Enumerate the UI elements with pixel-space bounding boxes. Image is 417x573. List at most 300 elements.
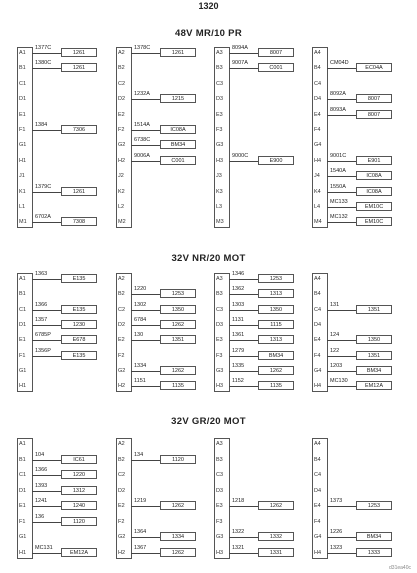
wire-line <box>327 115 356 116</box>
destination-box: BM34 <box>258 351 294 360</box>
destination-box: 1262 <box>160 366 196 375</box>
connector-row <box>17 47 109 59</box>
connector-row <box>17 62 109 74</box>
destination-box: E135 <box>61 274 97 283</box>
wire-number: 1334 <box>134 363 147 369</box>
pin-label: K4 <box>314 189 321 195</box>
pin-label: D1 <box>19 322 27 328</box>
connector-row <box>116 380 208 392</box>
connector-row <box>312 438 404 450</box>
connector-row <box>214 454 306 466</box>
pin-label: L1 <box>19 204 26 210</box>
pin-label: J1 <box>19 173 25 179</box>
wire-line <box>32 279 61 280</box>
wire-line <box>131 53 160 54</box>
wire-line <box>32 491 61 492</box>
destination-box: 1120 <box>160 455 196 464</box>
connector-row <box>116 155 208 167</box>
connector-row <box>17 201 109 213</box>
connector-row <box>312 531 404 543</box>
connector-row <box>116 531 208 543</box>
connector-row <box>116 62 208 74</box>
destination-box: 1253 <box>160 289 196 298</box>
pin-label: D1 <box>19 488 27 494</box>
pin-label: H1 <box>19 550 27 556</box>
wire-line <box>32 53 61 54</box>
connector-row <box>214 170 306 182</box>
destination-box: IC61 <box>61 455 97 464</box>
pin-label: B2 <box>118 457 125 463</box>
wire-line <box>327 99 356 100</box>
wire-number: 1550A <box>330 184 346 190</box>
wire-number: MC132 <box>330 214 348 220</box>
connector-row <box>17 334 109 346</box>
pin-label: C2 <box>118 307 126 313</box>
destination-box: EM12A <box>61 548 97 557</box>
connector-row <box>17 93 109 105</box>
pin-label: F4 <box>314 353 321 359</box>
connector-row <box>116 516 208 528</box>
destination-box: 7308 <box>61 217 97 226</box>
wire-line <box>327 356 356 357</box>
pin-label: A4 <box>314 50 321 56</box>
pin-label: B2 <box>118 291 125 297</box>
destination-box: 1261 <box>160 48 196 57</box>
connector-row <box>214 216 306 228</box>
pin-label: F1 <box>19 127 26 133</box>
destination-box: EC04A <box>356 63 392 72</box>
connector-row <box>214 469 306 481</box>
wire-number: 1373 <box>330 498 343 504</box>
connector-row <box>116 304 208 316</box>
wire-number: 1378C <box>134 45 151 51</box>
pin-label: F3 <box>216 353 223 359</box>
wire-line <box>327 207 356 208</box>
destination-box: EM12A <box>356 381 392 390</box>
connector-row <box>214 93 306 105</box>
pin-label: G4 <box>314 368 322 374</box>
connector-row <box>17 485 109 497</box>
connector-row <box>17 155 109 167</box>
pin-label: F4 <box>314 127 321 133</box>
connector-row <box>17 350 109 362</box>
wire-line <box>32 506 61 507</box>
connector-row <box>214 304 306 316</box>
pin-label: G1 <box>19 368 27 374</box>
connector-row <box>17 319 109 331</box>
wire-number: 1219 <box>134 498 147 504</box>
destination-box: EM10C <box>356 202 392 211</box>
pin-label: C1 <box>19 307 27 313</box>
connector-row <box>312 454 404 466</box>
connector-row <box>214 365 306 377</box>
wire-line <box>131 145 160 146</box>
pin-label: H2 <box>118 383 126 389</box>
wire-line <box>229 340 258 341</box>
pin-label: M1 <box>19 219 27 225</box>
destination-box: 1332 <box>258 532 294 541</box>
connector-row <box>312 380 404 392</box>
wire-number: 1279 <box>232 348 245 354</box>
destination-box: 1262 <box>258 366 294 375</box>
document-code: d31ea40c <box>389 565 411 571</box>
wire-line <box>327 386 356 387</box>
destination-box: C001 <box>258 63 294 72</box>
connector-row <box>312 500 404 512</box>
connector-row <box>17 288 109 300</box>
pin-label: F2 <box>118 127 125 133</box>
destination-box: C001 <box>160 156 196 165</box>
connector-row <box>17 170 109 182</box>
destination-box: 1312 <box>61 486 97 495</box>
destination-box: 7306 <box>61 125 97 134</box>
connector-row <box>214 380 306 392</box>
wire-number: 1377C <box>35 45 52 51</box>
connector-row <box>312 93 404 105</box>
connector-row <box>17 216 109 228</box>
wire-line <box>32 522 61 523</box>
pin-label: F1 <box>19 519 26 525</box>
pin-label: F4 <box>314 519 321 525</box>
wire-line <box>32 325 61 326</box>
pin-label: F2 <box>118 519 125 525</box>
connector-row <box>312 109 404 121</box>
wire-number: 1220 <box>134 286 147 292</box>
pin-label: G3 <box>216 142 224 148</box>
wire-line <box>32 310 61 311</box>
connector-row <box>214 78 306 90</box>
wire-line <box>131 460 160 461</box>
connector-row <box>312 186 404 198</box>
connector-row <box>214 155 306 167</box>
pin-label: H4 <box>314 158 322 164</box>
connector-row <box>312 273 404 285</box>
wire-number: 1346 <box>232 271 245 277</box>
pin-label: D2 <box>118 322 126 328</box>
wire-number: 1363 <box>35 271 48 277</box>
connector-row <box>116 469 208 481</box>
wire-number: 1379C <box>35 184 52 190</box>
wire-number: 1380C <box>35 60 52 66</box>
connector-row <box>214 516 306 528</box>
wire-line <box>229 53 258 54</box>
destination-box: 1220 <box>61 470 97 479</box>
wire-line <box>229 279 258 280</box>
connector-row <box>116 288 208 300</box>
connector-row <box>17 500 109 512</box>
destination-box: 1331 <box>258 548 294 557</box>
destination-box: 1240 <box>61 501 97 510</box>
wire-number: 1302 <box>134 302 147 308</box>
pin-label: E4 <box>314 503 321 509</box>
pin-label: C2 <box>118 472 126 478</box>
wire-number: MC131 <box>35 545 53 551</box>
pin-label: H4 <box>314 550 322 556</box>
wire-number: 1131 <box>232 317 244 323</box>
connector-row <box>17 365 109 377</box>
pin-label: D2 <box>118 96 126 102</box>
pin-label: C1 <box>19 81 27 87</box>
wire-number: 9006A <box>134 153 150 159</box>
connector-row <box>17 380 109 392</box>
pin-label: D2 <box>118 488 126 494</box>
destination-box: IC08A <box>356 187 392 196</box>
wire-number: 1241 <box>35 498 48 504</box>
wire-line <box>327 537 356 538</box>
connector-row <box>312 216 404 228</box>
pin-label: E3 <box>216 112 223 118</box>
connector-row <box>214 438 306 450</box>
wire-number: 1323 <box>330 545 343 551</box>
connector-row <box>312 47 404 59</box>
pin-label: H2 <box>118 550 126 556</box>
pin-label: B3 <box>216 291 223 297</box>
pin-label: K2 <box>118 189 125 195</box>
connector-row <box>17 438 109 450</box>
wire-number: 1226 <box>330 529 343 535</box>
wire-line <box>131 161 160 162</box>
wire-line <box>327 192 356 193</box>
wire-line <box>131 386 160 387</box>
pin-label: B3 <box>216 65 223 71</box>
pin-label: G4 <box>314 534 322 540</box>
pin-label: B1 <box>19 65 26 71</box>
wire-line <box>131 553 160 554</box>
pin-label: K3 <box>216 189 223 195</box>
connector-row <box>116 139 208 151</box>
section-title: 32V GR/20 MOT <box>171 416 246 427</box>
connector-row <box>116 78 208 90</box>
wire-line <box>131 371 160 372</box>
wire-number: CM04D <box>330 60 349 66</box>
destination-box: 1350 <box>160 305 196 314</box>
destination-box: E900 <box>258 156 294 165</box>
wire-number: 1366 <box>35 302 48 308</box>
destination-box: 1262 <box>160 548 196 557</box>
pin-label: B4 <box>314 65 321 71</box>
wire-line <box>229 371 258 372</box>
pin-label: C4 <box>314 472 322 478</box>
pin-label: B4 <box>314 457 321 463</box>
wire-number: 1540A <box>330 168 346 174</box>
pin-label: L3 <box>216 204 223 210</box>
wire-line <box>229 161 258 162</box>
wire-line <box>131 537 160 538</box>
connector-row <box>312 485 404 497</box>
pin-label: E2 <box>118 337 125 343</box>
pin-label: A3 <box>216 50 223 56</box>
pin-label: C3 <box>216 472 224 478</box>
section-title: 48V MR/10 PR <box>175 28 242 39</box>
pin-label: D4 <box>314 96 322 102</box>
pin-label: M2 <box>118 219 126 225</box>
wire-number: 1393 <box>35 483 48 489</box>
pin-label: G1 <box>19 534 27 540</box>
destination-box: EM10C <box>356 217 392 226</box>
pin-label: F3 <box>216 127 223 133</box>
wire-line <box>32 130 61 131</box>
pin-label: A3 <box>216 441 223 447</box>
destination-box: E901 <box>356 156 392 165</box>
connector-row <box>214 186 306 198</box>
wire-line <box>32 475 61 476</box>
destination-box: 1313 <box>258 289 294 298</box>
wire-number: 1367 <box>134 545 147 551</box>
pin-label: G3 <box>216 534 224 540</box>
pin-label: G4 <box>314 142 322 148</box>
pin-label: E1 <box>19 337 26 343</box>
wire-line <box>229 356 258 357</box>
pin-label: F2 <box>118 353 125 359</box>
pin-label: G1 <box>19 142 27 148</box>
connector-row <box>312 139 404 151</box>
wire-number: 131 <box>330 302 340 308</box>
pin-label: L4 <box>314 204 321 210</box>
pin-label: E1 <box>19 503 26 509</box>
pin-label: J2 <box>118 173 124 179</box>
wire-number: 6702A <box>35 214 51 220</box>
connector-row <box>312 319 404 331</box>
pin-label: G2 <box>118 534 126 540</box>
page-title: 1320 <box>198 1 219 11</box>
wire-number: MC130 <box>330 378 348 384</box>
connector-row <box>116 319 208 331</box>
wire-number: 1203 <box>330 363 343 369</box>
connector-row <box>312 62 404 74</box>
wire-line <box>229 325 258 326</box>
wire-line <box>229 310 258 311</box>
destination-box: 8007 <box>258 48 294 57</box>
pin-label: B2 <box>118 65 125 71</box>
pin-label: H4 <box>314 383 322 389</box>
connector-row <box>116 186 208 198</box>
connector-row <box>116 201 208 213</box>
connector-row <box>17 469 109 481</box>
connector-row <box>116 47 208 59</box>
wire-number: 1218 <box>232 498 245 504</box>
connector-row <box>116 365 208 377</box>
wire-number: 1366 <box>35 467 48 473</box>
wire-number: 1322 <box>232 529 245 535</box>
pin-label: J4 <box>314 173 320 179</box>
connector-row <box>312 201 404 213</box>
connector-row <box>214 547 306 559</box>
wire-line <box>131 99 160 100</box>
wire-number: 1335 <box>232 363 245 369</box>
wire-number: 124 <box>330 332 340 338</box>
connector-row <box>17 124 109 136</box>
connector-row <box>312 350 404 362</box>
destination-box: 1350 <box>258 305 294 314</box>
connector-row <box>17 304 109 316</box>
wire-number: 1514A <box>134 122 150 128</box>
connector-row <box>116 93 208 105</box>
destination-box: BM34 <box>356 366 392 375</box>
wire-number: 9001C <box>330 153 347 159</box>
destination-box: 1261 <box>61 63 97 72</box>
wire-number: 6738C <box>134 137 151 143</box>
connector-row <box>116 350 208 362</box>
destination-box: IC08A <box>160 125 196 134</box>
wire-number: 1151 <box>134 378 146 384</box>
connector-row <box>116 334 208 346</box>
pin-label: B4 <box>314 291 321 297</box>
pin-label: H3 <box>216 383 224 389</box>
connector-row <box>116 170 208 182</box>
pin-label: H3 <box>216 550 224 556</box>
connector-row <box>116 216 208 228</box>
destination-box: E135 <box>61 351 97 360</box>
connector-row <box>214 109 306 121</box>
pin-label: F1 <box>19 353 26 359</box>
wire-line <box>229 294 258 295</box>
pin-label: D4 <box>314 488 322 494</box>
destination-box: 1253 <box>356 501 392 510</box>
wire-line <box>131 130 160 131</box>
wire-line <box>32 356 61 357</box>
connector-row <box>116 454 208 466</box>
connector-row <box>214 500 306 512</box>
destination-box: E678 <box>61 335 97 344</box>
connector-row <box>312 170 404 182</box>
wire-number: 1356P <box>35 348 51 354</box>
destination-box: 1262 <box>258 501 294 510</box>
wire-line <box>131 325 160 326</box>
destination-box: 1253 <box>258 274 294 283</box>
pin-label: C4 <box>314 81 322 87</box>
connector-row <box>17 531 109 543</box>
pin-label: E4 <box>314 337 321 343</box>
pin-label: C3 <box>216 307 224 313</box>
wire-line <box>327 222 356 223</box>
wire-line <box>229 537 258 538</box>
connector-row <box>17 139 109 151</box>
wire-line <box>327 176 356 177</box>
pin-label: B1 <box>19 291 26 297</box>
destination-box: 1230 <box>61 320 97 329</box>
pin-label: A1 <box>19 276 26 282</box>
pin-label: A2 <box>118 276 125 282</box>
wire-number: 1303 <box>232 302 245 308</box>
connector-row <box>116 124 208 136</box>
destination-box: IC08A <box>356 171 392 180</box>
wire-line <box>327 340 356 341</box>
pin-label: F3 <box>216 519 223 525</box>
connector-row <box>17 273 109 285</box>
wire-line <box>229 386 258 387</box>
wire-number: 8094A <box>232 45 248 51</box>
connector-row <box>312 469 404 481</box>
destination-box: 1262 <box>160 320 196 329</box>
destination-box: 1350 <box>356 335 392 344</box>
connector-row <box>214 201 306 213</box>
connector-row <box>17 109 109 121</box>
destination-box: 1313 <box>258 335 294 344</box>
pin-label: G3 <box>216 368 224 374</box>
wire-line <box>327 371 356 372</box>
destination-box: 1334 <box>160 532 196 541</box>
pin-label: H2 <box>118 158 126 164</box>
wire-line <box>32 68 61 69</box>
wire-number: 104 <box>35 452 45 458</box>
wire-line <box>229 506 258 507</box>
pin-label: B1 <box>19 457 26 463</box>
pin-label: A2 <box>118 441 125 447</box>
connector-row <box>214 62 306 74</box>
wire-number: 8093A <box>330 107 346 113</box>
connector-row <box>312 334 404 346</box>
wire-number: 130 <box>134 332 144 338</box>
